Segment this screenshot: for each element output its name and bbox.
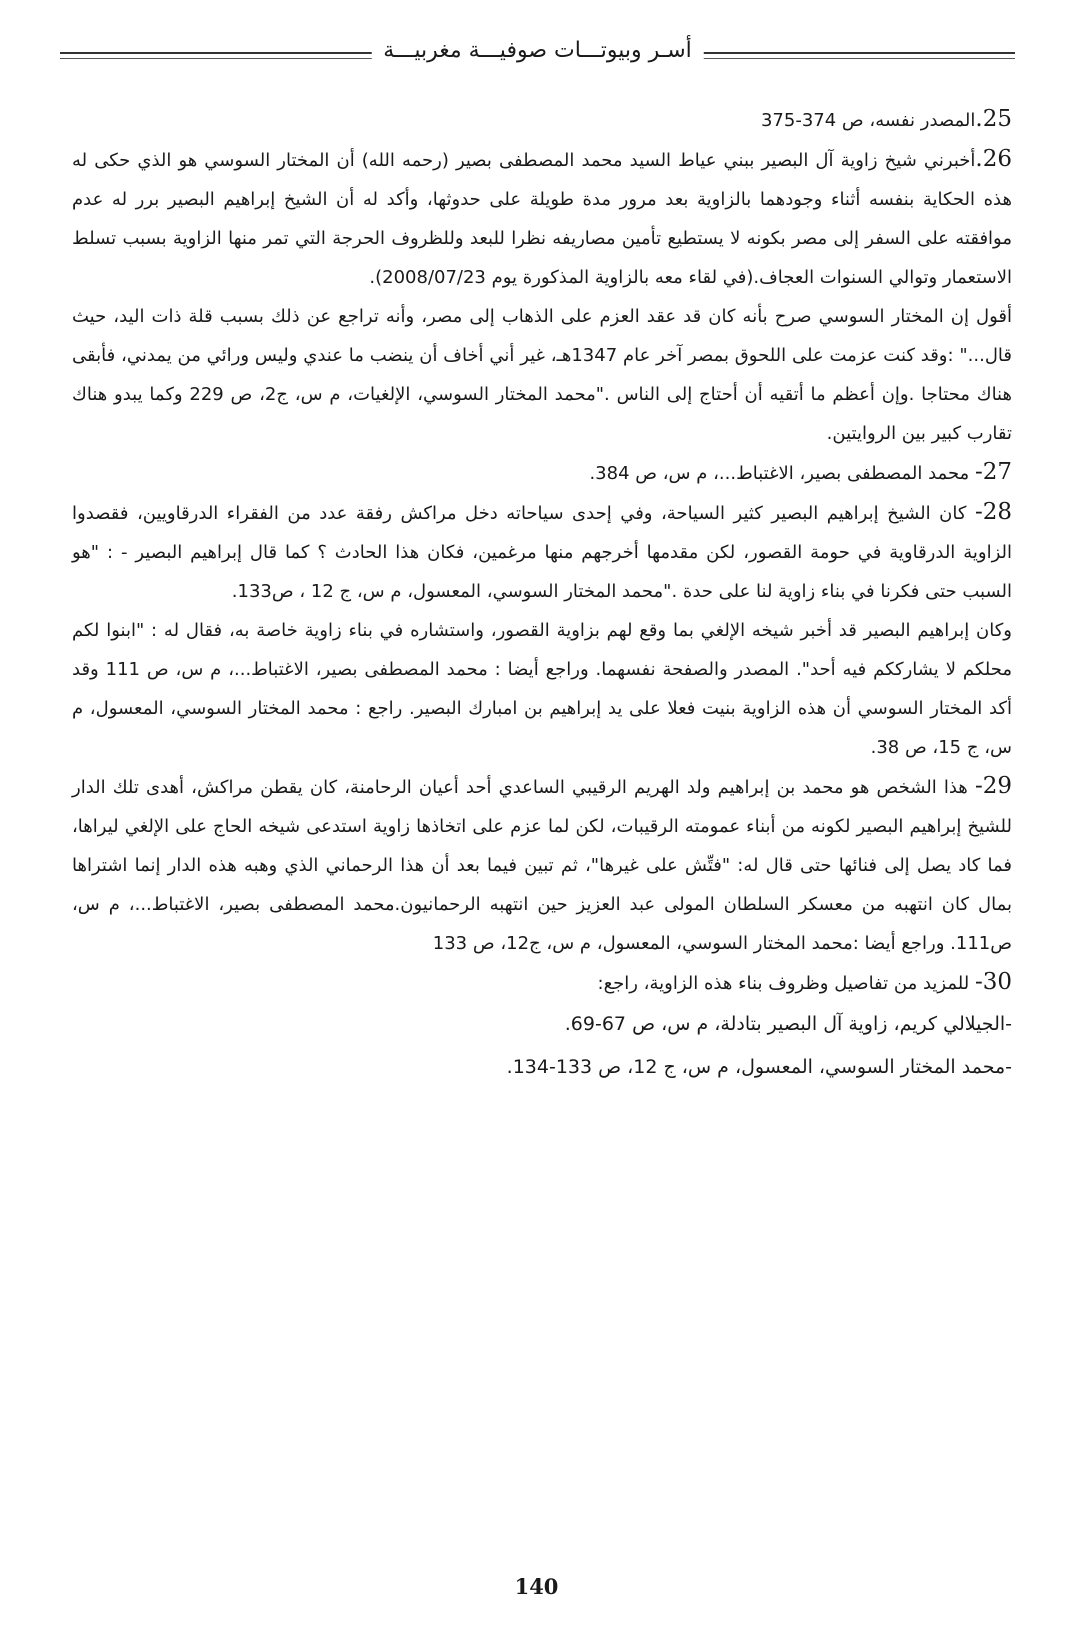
note-29	[72, 767, 1012, 963]
note-text: هذا الشخص هو محمد بن إبراهيم ولد الهريم الرقيبي الساعدي أحد أعيان الرحامنة، كان يقطن مراكش، أهدى تلك الدار للشيخ إبراهيم البصير لكونه من أبناء عمومته الرقيبات، لكن لما عزم على اتخاذها زاوية استدعى شيخه الحاج على الإلغي ليراها، فما كاد يصل إلى فنائها حتى قال له: "فتِّش على غيرها"، ثم تبين فيما بعد أن هذا الرحماني الذي وهبه هذه الدار إنما اشتراها بمال كان انتهبه من معسكر السلطان المولى عبد العزيز حين انتهبه الرحمانيون.محمد المصطفى بصير، الاغتباط...، م س، ص111. وراجع أيضا :محمد المختار السوسي، المعسول، م س، ج12، ص 133	[72, 777, 1012, 954]
note-text: محمد المصطفى بصير، الاغتباط...، م س، ص 384.	[589, 463, 970, 484]
note-number: 27-	[974, 459, 1012, 485]
endnotes	[72, 100, 1012, 1089]
note-26	[72, 140, 1012, 453]
running-header	[60, 38, 1015, 78]
note-number: 29-	[974, 773, 1012, 799]
note-text: أخبرني شيخ زاوية آل البصير ببني عياط السيد محمد المصطفى بصير (رحمه الله) أن المختار السوسي هو الذي حكى له هذه الحكاية بنفسه أثناء وجودهما بالزاوية بعد مرور مدة طويلة على حدوثها، وأكد له أن الشيخ إبراهيم البصير برر له عدم موافقته على السفر إلى مصر بكونه لا يستطيع تأمين مصاريفه نظرا للبعد وللظروف الحرجة التي تمر منها الزاوية بسبب تسلط الاستعمار وتوالي السنوات العجاف.(في لقاء معه بالزاوية المذكورة يوم 2008/07/23).	[72, 150, 1012, 288]
note-25	[72, 100, 1012, 140]
note-text: للمزيد من تفاصيل وظروف بناء هذه الزاوية، راجع:	[597, 973, 970, 994]
note-continuation: أقول إن المختار السوسي صرح بأنه كان قد عقد العزم على الذهاب إلى مصر، وأنه تراجع عن ذلك بسبب قلة ذات اليد، حيث قال..." :وقد كنت عزمت على اللحوق بمصر آخر عام 1347هـ، غير أني أخاف أن ينضب ما عندي وليس ورائي من يمدني، فأبقى هناك محتاجا .وإن أعظم ما أتقيه أن أحتاج إلى الناس ."محمد المختار السوسي، الإلغيات، م س، ج2، ص 229 وكما يبدو هناك تقارب كبير بين الروايتين.	[72, 306, 1012, 444]
reference-item: -محمد المختار السوسي، المعسول، م س، ج 12، ص 133-134.	[506, 1056, 1012, 1078]
reference-item: -الجيلالي كريم، زاوية آل البصير بتادلة، م س، ص 67-69.	[564, 1013, 1012, 1035]
note-27	[72, 453, 1012, 493]
note-number: 30-	[974, 969, 1012, 995]
page-number: 140	[514, 1574, 559, 1599]
note-text: المصدر نفسه، ص 374-375	[760, 110, 976, 131]
header-title: أسـر وبيوتـــات صوفيـــة مغربيـــة	[371, 38, 704, 63]
note-text: كان الشيخ إبراهيم البصير كثير السياحة، وفي إحدى سياحاته دخل مراكش رفقة عدد من الفقراء الدرقاويين، فقصدوا الزاوية الدرقاوية في حومة القصور، لكن مقدمها أخرجهم منها مرغمين، فكان هذا الحادث ؟ كما قال إبراهيم البصير - : "هو السبب حتى فكرنا في بناء زاوية لنا على حدة ."محمد المختار السوسي، المعسول، م س، ج 12 ، ص133.	[72, 503, 1012, 602]
note-continuation: وكان إبراهيم البصير قد أخبر شيخه الإلغي بما وقع لهم بزاوية القصور، واستشاره في بناء زاوية خاصة به، فقال له : "ابنوا لكم محلكم لا يشارككم فيه أحد". المصدر والصفحة نفسهما. وراجع أيضا : محمد المصطفى بصير، الاغتباط...، م س، ص 111 وقد أكد المختار السوسي أن هذه الزاوية بنيت فعلا على يد إبراهيم بن امبارك البصير. راجع : محمد المختار السوسي، المعسول، م س، ج 15، ص 38.	[72, 620, 1012, 758]
note-number: 25.	[975, 106, 1012, 132]
note-30	[72, 963, 1012, 1089]
note-number: 26.	[975, 146, 1012, 172]
note-number: 28-	[974, 499, 1012, 525]
note-28	[72, 493, 1012, 767]
